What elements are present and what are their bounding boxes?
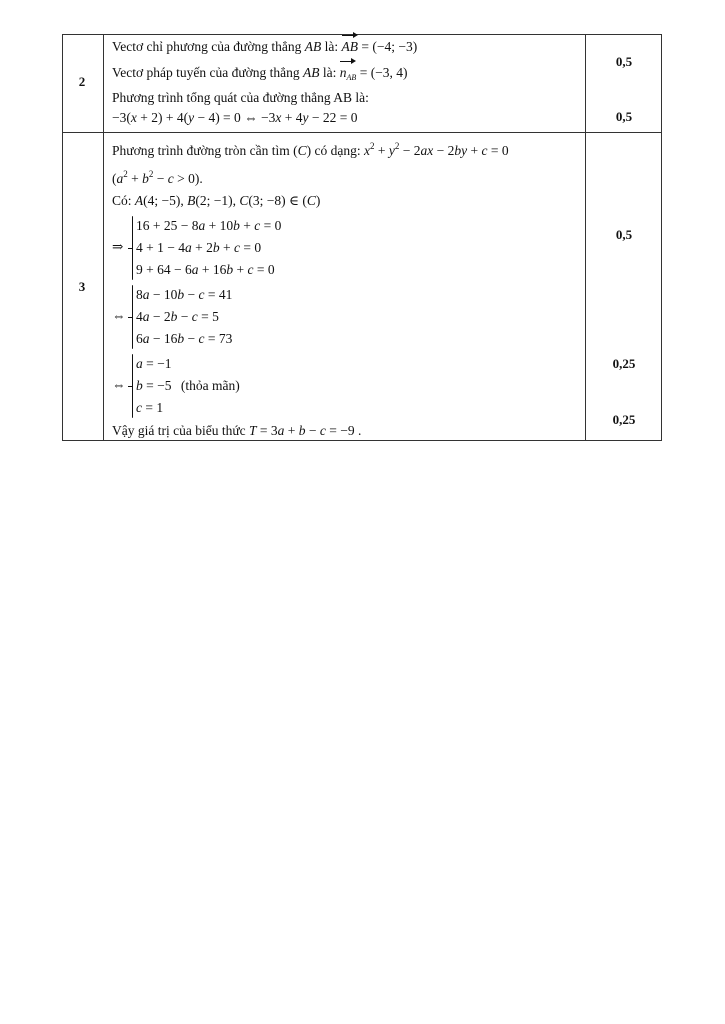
score: 0,25 (612, 356, 636, 371)
equation: 8a − 10b − c = 41 (136, 287, 233, 302)
table-border-top (62, 34, 662, 35)
equation: 6a − 16b − c = 73 (136, 331, 233, 346)
solution-a: a = −1 (136, 356, 172, 371)
question-number: 2 (78, 74, 86, 89)
table-border-left (62, 34, 63, 441)
answer-table (62, 34, 662, 441)
table-border-bottom (62, 440, 662, 441)
equivalent-symbol: ⇔ (112, 377, 126, 392)
question-number: 3 (78, 279, 86, 294)
system-brace (132, 354, 133, 418)
implies-symbol: ⇒ (112, 239, 124, 254)
row3-line2: $(a^2 + b^2 - c > 0)$. (112, 169, 203, 186)
score: 0,25 (612, 412, 636, 427)
solution-b: b = −5 (thỏa mãn) (136, 378, 240, 393)
row2-line2: Vectơ pháp tuyến của đường thẳng AB là: $n_{AB} = (-3$, 4) (112, 64, 408, 87)
equation: 9 + 64 − 6a + 16b + c = 0 (136, 262, 275, 277)
row3-line3: Có: A(4; −5), B(2; −1), C(3; −8) ∈ (C) (112, 193, 321, 208)
column-divider-1 (103, 34, 104, 441)
row-divider (62, 132, 662, 133)
equation: 16 + 25 − 8a + 10b + c = 0 (136, 218, 282, 233)
row2-line4: −3(x + 2) + 4(y − 4) = 0 ⇔ −3x + 4y − 22 = 0 (112, 110, 358, 125)
score: 0,5 (615, 109, 633, 124)
score: 0,5 (615, 227, 633, 242)
solution-c: c = 1 (136, 400, 164, 415)
row3-line1: Phương trình đường tròn cần tìm (C) có dạng: $x^2 + y^2 - 2ax - 2by + c = 0$ (112, 141, 509, 158)
equivalent-symbol: ⇔ (112, 308, 126, 323)
system-brace (132, 216, 133, 280)
satisfied-note: (thỏa mãn) (180, 378, 240, 393)
row3-conclusion: Vậy giá trị của biểu thức T = 3a + b − c = −9 . (112, 423, 362, 438)
row2-line3: Phương trình tổng quát của đường thẳng AB là: (112, 90, 369, 105)
row2-line1: Vectơ chỉ phương của đường thẳng AB là: AB = (−4; −3) (112, 39, 418, 54)
score: 0,5 (615, 54, 633, 69)
system-brace (132, 285, 133, 349)
equation: 4 + 1 − 4a + 2b + c = 0 (136, 240, 262, 255)
equation: 4a − 2b − c = 5 (136, 309, 219, 324)
